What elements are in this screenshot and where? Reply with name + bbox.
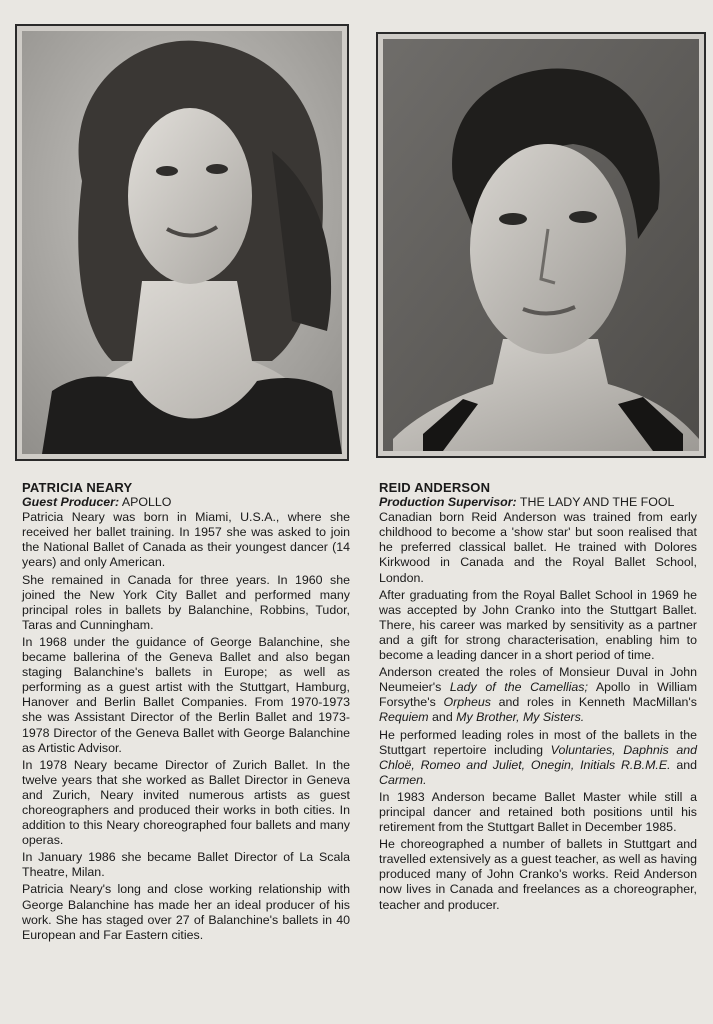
bio-paragraph: He choreographed a number of ballets in Stuttgart and travelled extensively as a guest teacher, as well as having produced many of John Cranko's works. Reid Anderson now lives in Canada and freelances as a choreographer, teacher and producer.: [379, 837, 697, 912]
reid-anderson-bio: [379, 478, 697, 915]
italic-title: My Brother, My Sisters.: [456, 710, 585, 725]
reid-anderson-photo: [376, 32, 706, 458]
role-label: Guest Producer:: [22, 495, 120, 510]
patricia-neary-role: [22, 495, 350, 510]
patricia-neary-bio: [22, 478, 350, 945]
italic-title: Lady of the Camellias;: [449, 680, 588, 695]
bio-paragraph: In 1968 under the guidance of George Balanchine, she became ballerina of the Geneva Ballet and also began staging Balanchine's ballets in Europe; as well as performing as a guest artist with the Stuttgart, Hamburg, Hanover and Berlin Ballet Companies. From 1970-1973 she was Assistant Director of the Berlin Ballet and 1973-1978 Director of the Geneva Ballet with George Balanchine as Artistic Advisor.: [22, 634, 350, 755]
text-run: Anderson created the roles of Monsieur Duval in John Neumeier's: [379, 665, 697, 695]
reid-anderson-role: [379, 495, 697, 510]
bio-paragraph: [379, 728, 697, 788]
bio-paragraph: In 1983 Anderson became Ballet Master while still a principal dancer and retained both positions until his retirement from the Stuttgart Ballet in December 1985.: [379, 789, 697, 835]
bio-paragraph: Patricia Neary's long and close working relationship with George Balanchine has made her an ideal producer of his work. She has staged over 27 of Balanchine's ballets in 40 European and Far Eastern cities.: [22, 882, 350, 942]
italic-title: Voluntaries, Daphnis and Chloë, Romeo and Juliet, Onegin, Initials R.B.M.E.: [379, 742, 697, 772]
role-value: APOLLO: [119, 495, 172, 510]
patricia-neary-photo: [15, 24, 349, 461]
bio-paragraph: Patricia Neary was born in Miami, U.S.A., where she received her ballet training. In 1957 she was asked to join the National Ballet of Canada as their youngest dancer (14 years) and only American.: [22, 510, 350, 570]
role-value: THE LADY AND THE FOOL: [516, 495, 675, 510]
text-run: Apollo in William Forsythe's: [379, 680, 698, 710]
patricia-neary-portrait-image: [22, 31, 342, 454]
bio-paragraph: After graduating from the Royal Ballet School in 1969 he was accepted by John Cranko into the Stuttgart Ballet. There, his career was marked by sensitivity as a partner and a gift for strong characterisation, enabling him to become a leading dancer in a short period of time.: [379, 587, 697, 663]
bio-paragraph: Canadian born Reid Anderson was trained from early childhood to become a 'show star' but soon realised that he preferred classical ballet. He trained with Dolores Kirkwood in Canada and the Royal Ballet School, London.: [379, 510, 697, 585]
text-run: and roles in Kenneth MacMillan's: [490, 695, 697, 710]
italic-title: Orpheus: [443, 695, 491, 710]
role-label: Production Supervisor:: [379, 495, 517, 510]
text-run: He performed leading roles in most of the ballets in the Stuttgart repertoire including: [379, 727, 697, 757]
bio-paragraph: [379, 665, 697, 725]
text-run: and: [670, 757, 697, 772]
bio-paragraph: She remained in Canada for three years. In 1960 she joined the New York City Ballet and performed many principal roles in ballets by Balanchine, Robbins, Tudor, Taras and Cunningham.: [22, 572, 350, 632]
text-run: and: [428, 710, 457, 725]
reid-anderson-portrait-image: [383, 39, 699, 451]
bio-paragraph: In January 1986 she became Ballet Director of La Scala Theatre, Milan.: [22, 850, 350, 880]
italic-title: Carmen.: [379, 772, 427, 787]
reid-anderson-name: REID ANDERSON: [379, 480, 491, 495]
italic-title: Requiem: [379, 710, 429, 725]
bio-paragraph: In 1978 Neary became Director of Zurich Ballet. In the twelve years that she worked as Ballet Director in Geneva and Zurich, Neary invited numerous artists as guest choreographers and produced their works in both cities. In addition to this Neary choreographed four ballets and many operas.: [22, 757, 350, 848]
patricia-neary-name: PATRICIA NEARY: [22, 480, 133, 495]
